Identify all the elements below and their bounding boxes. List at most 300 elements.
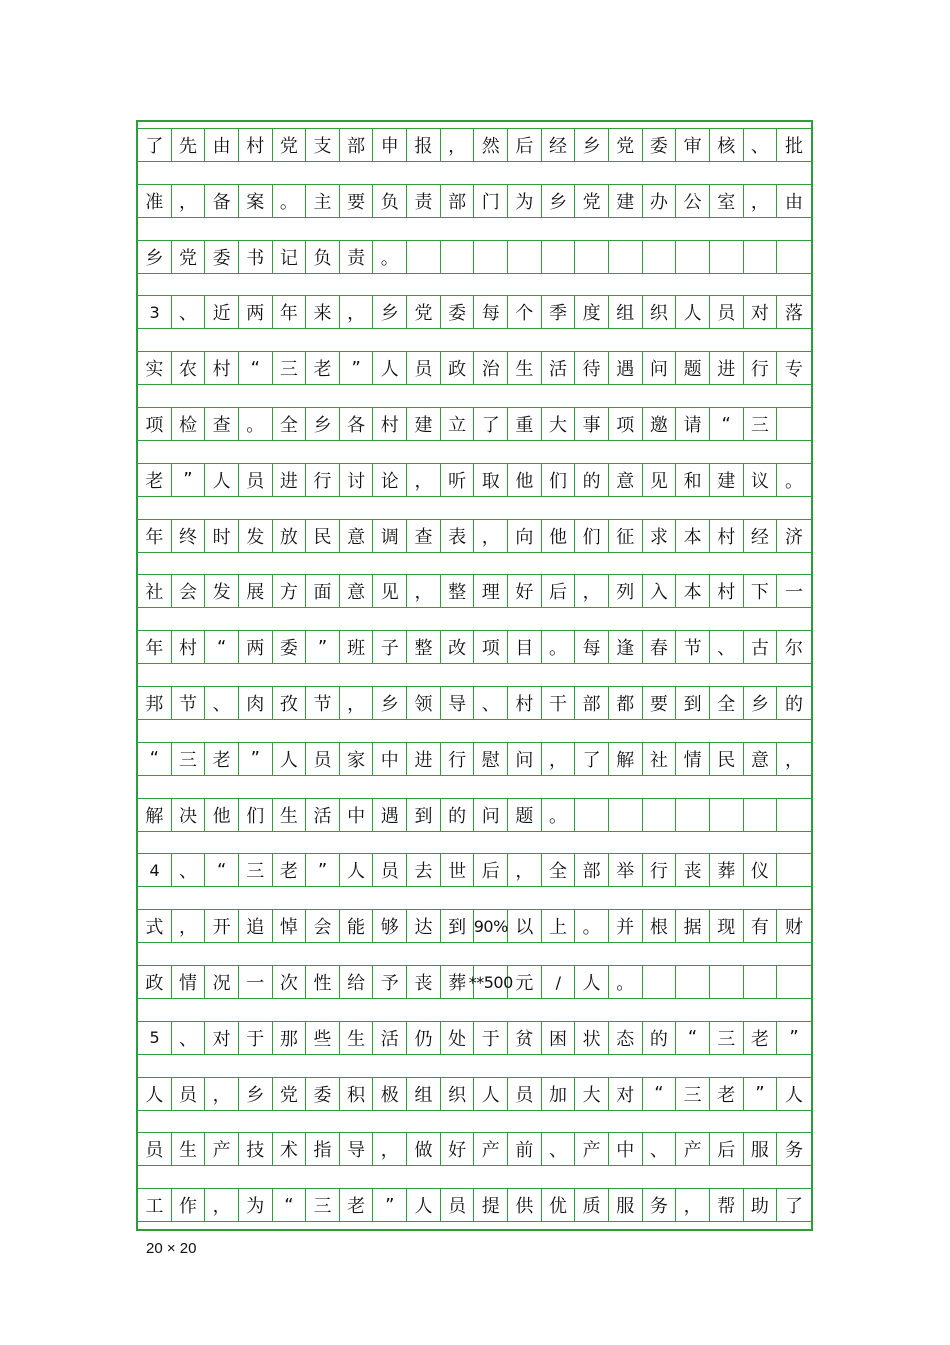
grid-cell: 年 <box>138 630 172 664</box>
grid-cell: 取 <box>474 463 508 497</box>
grid-cell: 那 <box>273 1021 307 1055</box>
grid-cell: 题 <box>508 798 542 832</box>
grid-cell <box>474 240 508 274</box>
grid-cell: 他 <box>542 519 576 553</box>
grid-cell: ， <box>474 519 508 553</box>
grid-cell: 产 <box>205 1132 239 1166</box>
grid-cell: 服 <box>609 1188 643 1222</box>
grid-cell: 组 <box>609 295 643 329</box>
grid-row <box>138 1021 811 1055</box>
grid-cell: 于 <box>474 1021 508 1055</box>
grid-cell: 行 <box>441 742 475 776</box>
grid-cell: 年 <box>273 295 307 329</box>
grid-cell: 年 <box>138 519 172 553</box>
grid-cell: 、 <box>172 1021 206 1055</box>
grid-cell: 乡 <box>542 184 576 218</box>
grid-cell: 立 <box>441 407 475 441</box>
grid-cell: 终 <box>172 519 206 553</box>
grid-cell: 建 <box>407 407 441 441</box>
grid-cell: 来 <box>306 295 340 329</box>
grid-cell: ” <box>239 742 273 776</box>
grid-cell: “ <box>676 1021 710 1055</box>
grid-cell: 情 <box>172 965 206 999</box>
grid-cell: 度 <box>575 295 609 329</box>
grid-cell <box>676 240 710 274</box>
grid-cell: 委 <box>643 128 677 162</box>
grid-cell: 以 <box>508 909 542 943</box>
grid-cell: 到 <box>407 798 441 832</box>
grid-cell: 意 <box>340 574 374 608</box>
grid-cell: 专 <box>777 351 811 385</box>
grid-cell: 社 <box>643 742 677 776</box>
grid-cell: 、 <box>710 630 744 664</box>
grid-cell: 的 <box>575 463 609 497</box>
grid-cell: 。 <box>609 965 643 999</box>
grid-cell: ， <box>340 686 374 720</box>
grid-cell: 子 <box>373 630 407 664</box>
grid-cell: 三 <box>676 1077 710 1111</box>
grid-cell: 干 <box>542 686 576 720</box>
grid-cell: ” <box>340 351 374 385</box>
grid-cell: 意 <box>340 519 374 553</box>
grid-cell: 调 <box>373 519 407 553</box>
grid-cell: 先 <box>172 128 206 162</box>
grid-cell: 员 <box>441 1188 475 1222</box>
grid-cell: 家 <box>340 742 374 776</box>
grid-cell: 领 <box>407 686 441 720</box>
grid-cell: ， <box>340 295 374 329</box>
grid-cell <box>575 798 609 832</box>
grid-cell: 党 <box>273 128 307 162</box>
grid-cell: 能 <box>340 909 374 943</box>
grid-cell: 意 <box>609 463 643 497</box>
grid-cell: 现 <box>710 909 744 943</box>
grid-cell <box>441 240 475 274</box>
grid-cell: 生 <box>508 351 542 385</box>
grid-cell: 员 <box>239 463 273 497</box>
grid-cell: 整 <box>407 630 441 664</box>
grid-cell: 进 <box>710 351 744 385</box>
grid-cell: 尔 <box>777 630 811 664</box>
grid-cell: 部 <box>575 686 609 720</box>
grid-cell: 会 <box>306 909 340 943</box>
grid-row <box>138 240 811 274</box>
grid-cell: 论 <box>373 463 407 497</box>
grid-cell: 了 <box>777 1188 811 1222</box>
grid-cell: 行 <box>744 351 778 385</box>
grid-row <box>138 853 811 887</box>
grid-cell: 员 <box>710 295 744 329</box>
grid-cell: / <box>542 965 576 999</box>
grid-cell: 生 <box>172 1132 206 1166</box>
grid-cell: 委 <box>441 295 475 329</box>
grid-cell: 委 <box>273 630 307 664</box>
grid-cell: 项 <box>609 407 643 441</box>
grid-cell: 党 <box>609 128 643 162</box>
grid-row <box>138 742 811 776</box>
grid-cell: 政 <box>138 965 172 999</box>
grid-cell: 党 <box>172 240 206 274</box>
grid-cell: 为 <box>239 1188 273 1222</box>
grid-cell <box>542 240 576 274</box>
grid-cell: 人 <box>777 1077 811 1111</box>
grid-cell: 慰 <box>474 742 508 776</box>
grid-cell: 政 <box>441 351 475 385</box>
grid-cell: 达 <box>407 909 441 943</box>
grid-cell: 元 <box>508 965 542 999</box>
grid-cell: 。 <box>542 630 576 664</box>
grid-cell: 。 <box>777 463 811 497</box>
grid-cell: 员 <box>373 853 407 887</box>
grid-cell: 。 <box>542 798 576 832</box>
grid-cell: 表 <box>441 519 475 553</box>
grid-cell: 发 <box>239 519 273 553</box>
grid-cell: 人 <box>474 1077 508 1111</box>
grid-cell: 据 <box>676 909 710 943</box>
grid-cell: 有 <box>744 909 778 943</box>
grid-cell: 人 <box>575 965 609 999</box>
grid-cell: 中 <box>373 742 407 776</box>
grid-cell: 两 <box>239 295 273 329</box>
grid-cell: 乡 <box>239 1077 273 1111</box>
grid-cell <box>609 798 643 832</box>
grid-cell: 待 <box>575 351 609 385</box>
grid-cell: 都 <box>609 686 643 720</box>
grid-cell: 加 <box>542 1077 576 1111</box>
grid-cell: 个 <box>508 295 542 329</box>
grid-cell: 对 <box>205 1021 239 1055</box>
grid-cell: 们 <box>542 463 576 497</box>
grid-cell: 指 <box>306 1132 340 1166</box>
grid-cell: 活 <box>542 351 576 385</box>
grid-cell: 员 <box>306 742 340 776</box>
grid-cell: 党 <box>575 184 609 218</box>
grid-cell: 处 <box>441 1021 475 1055</box>
grid-cell: 作 <box>172 1188 206 1222</box>
grid-cell: 全 <box>542 853 576 887</box>
grid-cell: ” <box>306 630 340 664</box>
grid-cell: 节 <box>676 630 710 664</box>
grid-cell: 产 <box>474 1132 508 1166</box>
grid-cell: 老 <box>306 351 340 385</box>
grid-cell: 老 <box>744 1021 778 1055</box>
grid-cell: 班 <box>340 630 374 664</box>
grid-cell: 的 <box>643 1021 677 1055</box>
grid-cell: 村 <box>710 519 744 553</box>
grid-cell: 议 <box>744 463 778 497</box>
grid-cell: 方 <box>273 574 307 608</box>
grid-cell: 并 <box>609 909 643 943</box>
grid-row <box>138 128 811 162</box>
grid-cell: 。 <box>373 240 407 274</box>
grid-cell: 三 <box>744 407 778 441</box>
grid-cell: ， <box>172 909 206 943</box>
grid-cell: 、 <box>172 295 206 329</box>
grid-row <box>138 1077 811 1111</box>
grid-cell: 请 <box>676 407 710 441</box>
grid-cell: 重 <box>508 407 542 441</box>
grid-cell: 备 <box>205 184 239 218</box>
grid-cell: 批 <box>777 128 811 162</box>
grid-cell: 决 <box>172 798 206 832</box>
grid-cell: 查 <box>205 407 239 441</box>
grid-cell: 济 <box>777 519 811 553</box>
grid-cell: 党 <box>407 295 441 329</box>
grid-cell: 们 <box>575 519 609 553</box>
grid-cell <box>777 798 811 832</box>
grid-cell: ， <box>373 1132 407 1166</box>
grid-cell: 的 <box>777 686 811 720</box>
grid-cell: 解 <box>138 798 172 832</box>
grid-row <box>138 965 811 999</box>
grid-cell: 悼 <box>273 909 307 943</box>
grid-cell: 次 <box>273 965 307 999</box>
grid-cell: 项 <box>138 407 172 441</box>
grid-cell: 活 <box>373 1021 407 1055</box>
grid-cell: 好 <box>441 1132 475 1166</box>
grid-cell: 工 <box>138 1188 172 1222</box>
grid-cell: 产 <box>575 1132 609 1166</box>
grid-cell: 极 <box>373 1077 407 1111</box>
grid-cell: 村 <box>710 574 744 608</box>
grid-cell: “ <box>643 1077 677 1111</box>
grid-cell: 乡 <box>575 128 609 162</box>
grid-cell: 三 <box>710 1021 744 1055</box>
grid-cell: 老 <box>340 1188 374 1222</box>
grid-cell: 每 <box>474 295 508 329</box>
grid-cell: 员 <box>508 1077 542 1111</box>
grid-cell: 质 <box>575 1188 609 1222</box>
grid-cell: 于 <box>239 1021 273 1055</box>
grid-cell: 要 <box>643 686 677 720</box>
grid-cell: 世 <box>441 853 475 887</box>
grid-cell: 审 <box>676 128 710 162</box>
grid-cell: 上 <box>542 909 576 943</box>
grid-cell: 求 <box>643 519 677 553</box>
grid-cell: 老 <box>205 742 239 776</box>
grid-cell: 列 <box>609 574 643 608</box>
grid-cell: 员 <box>172 1077 206 1111</box>
grid-cell: 实 <box>138 351 172 385</box>
grid-row <box>138 463 811 497</box>
grid-cell: 申 <box>373 128 407 162</box>
grid-cell: 发 <box>205 574 239 608</box>
grid-cell <box>710 965 744 999</box>
grid-cell: 题 <box>676 351 710 385</box>
grid-cell: 逢 <box>609 630 643 664</box>
grid-cell: 部 <box>340 128 374 162</box>
grid-cell <box>407 240 441 274</box>
grid-cell: ” <box>744 1077 778 1111</box>
grid-cell: 。 <box>273 184 307 218</box>
grid-cell: 部 <box>441 184 475 218</box>
grid-cell: 优 <box>542 1188 576 1222</box>
grid-cell: 情 <box>676 742 710 776</box>
grid-cell: 建 <box>609 184 643 218</box>
grid-cell: 委 <box>306 1077 340 1111</box>
grid-cell <box>643 240 677 274</box>
grid-cell: 一 <box>239 965 273 999</box>
grid-cell: 入 <box>643 574 677 608</box>
grid-cell: 织 <box>643 295 677 329</box>
grid-cell: 问 <box>474 798 508 832</box>
grid-cell: 乡 <box>373 295 407 329</box>
grid-cell: 后 <box>508 128 542 162</box>
grid-cell: 织 <box>441 1077 475 1111</box>
grid-cell: 他 <box>205 798 239 832</box>
grid-cell <box>777 240 811 274</box>
grid-cell: 3 <box>138 295 172 329</box>
grid-cell: 社 <box>138 574 172 608</box>
grid-cell: 大 <box>575 1077 609 1111</box>
grid-cell: 开 <box>205 909 239 943</box>
grid-cell: 生 <box>340 1021 374 1055</box>
grid-cell: 够 <box>373 909 407 943</box>
grid-row <box>138 519 811 553</box>
grid-cell <box>710 240 744 274</box>
grid-cell: 听 <box>441 463 475 497</box>
grid-cell: ， <box>508 853 542 887</box>
grid-cell: 90% <box>474 909 508 943</box>
grid-cell: 经 <box>542 128 576 162</box>
grid-row <box>138 351 811 385</box>
grid-cell: ， <box>777 742 811 776</box>
grid-cell: 后 <box>474 853 508 887</box>
grid-cell: 春 <box>643 630 677 664</box>
grid-cell: 案 <box>239 184 273 218</box>
grid-cell: 近 <box>205 295 239 329</box>
grid-cell: “ <box>205 630 239 664</box>
grid-cell: 向 <box>508 519 542 553</box>
grid-cell: 全 <box>273 407 307 441</box>
grid-cell: 5 <box>138 1021 172 1055</box>
grid-cell: ， <box>441 128 475 162</box>
grid-cell: 邀 <box>643 407 677 441</box>
grid-cell: 责 <box>407 184 441 218</box>
grid-cell: 丧 <box>676 853 710 887</box>
grid-cell: 讨 <box>340 463 374 497</box>
grid-cell: 贫 <box>508 1021 542 1055</box>
grid-cell: 了 <box>474 407 508 441</box>
grid-cell: 节 <box>172 686 206 720</box>
grid-cell: 主 <box>306 184 340 218</box>
grid-cell: 室 <box>710 184 744 218</box>
grid-cell: 活 <box>306 798 340 832</box>
grid-cell: ， <box>676 1188 710 1222</box>
grid-cell: 核 <box>710 128 744 162</box>
grid-row <box>138 295 811 329</box>
grid-cell: 查 <box>407 519 441 553</box>
grid-cell: 导 <box>340 1132 374 1166</box>
grid-cell: 人 <box>676 295 710 329</box>
grid-cell: 乡 <box>373 686 407 720</box>
grid-cell <box>676 965 710 999</box>
grid-cell: 、 <box>205 686 239 720</box>
grid-cell: 为 <box>508 184 542 218</box>
grid-cell: 农 <box>172 351 206 385</box>
grid-cell: 、 <box>744 128 778 162</box>
grid-cell: 财 <box>777 909 811 943</box>
grid-cell: 组 <box>407 1077 441 1111</box>
grid-cell: 对 <box>744 295 778 329</box>
grid-cell: 村 <box>239 128 273 162</box>
grid-cell: 积 <box>340 1077 374 1111</box>
grid-row <box>138 630 811 664</box>
grid-cell: 进 <box>273 463 307 497</box>
grid-cell: 问 <box>508 742 542 776</box>
grid-cell <box>777 853 811 887</box>
grid-cell: 面 <box>306 574 340 608</box>
grid-cell: 放 <box>273 519 307 553</box>
grid-cell: 乡 <box>138 240 172 274</box>
grid-cell: 。 <box>239 407 273 441</box>
grid-cell: 生 <box>273 798 307 832</box>
grid-cell: **500 <box>474 965 508 999</box>
grid-cell <box>643 965 677 999</box>
grid-cell: 做 <box>407 1132 441 1166</box>
grid-cell: 、 <box>542 1132 576 1166</box>
grid-cell: ， <box>205 1188 239 1222</box>
grid-cell <box>744 965 778 999</box>
grid-cell: 人 <box>407 1188 441 1222</box>
grid-cell: 村 <box>172 630 206 664</box>
grid-cell: 人 <box>373 351 407 385</box>
grid-cell: 帮 <box>710 1188 744 1222</box>
grid-cell: 记 <box>273 240 307 274</box>
grid-cell: 公 <box>676 184 710 218</box>
grid-cell: 追 <box>239 909 273 943</box>
grid-cell: 中 <box>609 1132 643 1166</box>
grid-cell: 时 <box>205 519 239 553</box>
grid-cell: 村 <box>373 407 407 441</box>
grid-cell: 人 <box>340 853 374 887</box>
grid-cell: 三 <box>239 853 273 887</box>
grid-cell: 好 <box>508 574 542 608</box>
grid-cell: 务 <box>777 1132 811 1166</box>
grid-cell: “ <box>239 351 273 385</box>
grid-cell <box>676 798 710 832</box>
grid-cell: 予 <box>373 965 407 999</box>
grid-cell: ， <box>172 184 206 218</box>
grid-cell: 仪 <box>744 853 778 887</box>
grid-cell: 展 <box>239 574 273 608</box>
grid-cell: 各 <box>340 407 374 441</box>
grid-cell: 、 <box>474 686 508 720</box>
grid-cell: 了 <box>575 742 609 776</box>
grid-cell: 到 <box>676 686 710 720</box>
grid-cell: 一 <box>777 574 811 608</box>
grid-cell: ， <box>744 184 778 218</box>
grid-cell: 解 <box>609 742 643 776</box>
grid-cell: 术 <box>273 1132 307 1166</box>
grid-cell: 后 <box>710 1132 744 1166</box>
grid-cell: 党 <box>273 1077 307 1111</box>
grid-cell: 征 <box>609 519 643 553</box>
grid-cell: 遇 <box>373 798 407 832</box>
grid-cell: 人 <box>138 1077 172 1111</box>
grid-cell: 进 <box>407 742 441 776</box>
grid-cell: 全 <box>710 686 744 720</box>
grid-cell: 委 <box>205 240 239 274</box>
grid-cell: 村 <box>508 686 542 720</box>
grid-cell: 民 <box>710 742 744 776</box>
grid-cell: 两 <box>239 630 273 664</box>
grid-cell: 每 <box>575 630 609 664</box>
grid-cell: ” <box>777 1021 811 1055</box>
grid-cell: 服 <box>744 1132 778 1166</box>
grid-cell: 孜 <box>273 686 307 720</box>
grid-cell: 后 <box>542 574 576 608</box>
